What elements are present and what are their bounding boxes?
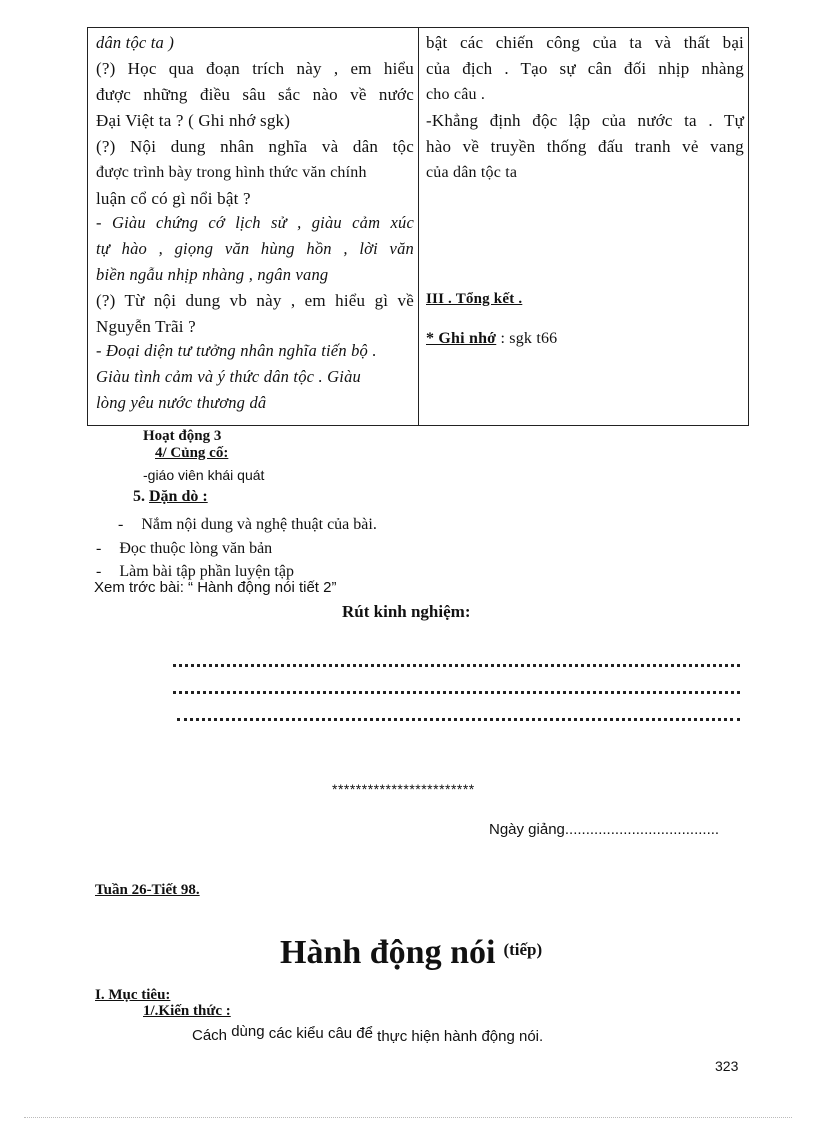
teaching-date: Ngày giảng..................................... bbox=[489, 821, 720, 838]
knowledge-heading: 1/.Kiến thức : bbox=[143, 1003, 231, 1019]
homework-title: Dặn dò : bbox=[149, 488, 208, 505]
activity-heading: Hoạt động 3 bbox=[143, 428, 222, 444]
bullet-2: - bbox=[96, 540, 102, 557]
note-line-2 bbox=[173, 691, 740, 694]
right-line-4: -Khẳng định độc lập của nước ta . Tự bbox=[426, 111, 744, 130]
homework-item-2 bbox=[96, 540, 272, 558]
lesson-title bbox=[280, 934, 542, 972]
memo-label: * Ghi nhớ bbox=[426, 330, 497, 347]
lesson-title-main: Hành động nói bbox=[280, 934, 496, 971]
right-line-5: hào về truyền thống đấu tranh vẻ vang bbox=[426, 137, 744, 156]
week-period: Tuần 26-Tiết 98. bbox=[95, 882, 200, 898]
note-line-3 bbox=[177, 718, 740, 721]
left-line-4: Đại Việt ta ? ( Ghi nhớ sgk) bbox=[96, 111, 291, 130]
knowledge-item bbox=[192, 1023, 544, 1045]
homework-item-3-text: Làm bài tập phần luyện tập bbox=[119, 563, 294, 580]
page-footer-border bbox=[24, 1117, 792, 1118]
homework-heading bbox=[133, 488, 208, 506]
summary-heading: III . Tổng kết . bbox=[426, 291, 523, 307]
objectives-heading: I. Mục tiêu: bbox=[95, 987, 171, 1003]
lesson-table bbox=[87, 27, 749, 426]
right-line-6: của dân tộc ta bbox=[426, 164, 518, 181]
star-separator: ************************ bbox=[332, 781, 475, 797]
knowledge-word-4: thực hiện hành động nói. bbox=[377, 1028, 544, 1045]
experience-heading: Rút kinh nghiệm: bbox=[342, 602, 471, 621]
memo-text: : sgk t66 bbox=[496, 330, 558, 347]
knowledge-word-3: các kiểu câu để bbox=[268, 1025, 373, 1042]
left-line-7: luận cổ có gì nổi bật ? bbox=[96, 189, 251, 208]
homework-item-2-text: Đọc thuộc lòng văn bản bbox=[119, 540, 273, 557]
page-number: 323 bbox=[715, 1058, 739, 1074]
left-line-6: được trình bày trong hình thức văn chính bbox=[96, 164, 367, 181]
homework-number: 5. bbox=[133, 488, 149, 505]
preview-next-lesson: Xem trớc bài: “ Hành động nói tiết 2” bbox=[94, 579, 337, 596]
consolidate-item: -giáo viên khái quát bbox=[143, 467, 265, 483]
right-line-2: của địch . Tạo sự cân đối nhịp nhàng bbox=[426, 59, 744, 78]
bullet-3: - bbox=[96, 563, 102, 580]
homework-item-1-text: Nắm nội dung và nghệ thuật của bài. bbox=[141, 516, 377, 533]
knowledge-word-1: Cách bbox=[192, 1027, 228, 1044]
bullet-1: - bbox=[118, 516, 124, 533]
left-line-9: tự hào , giọng văn hùng hồn , lời văn bbox=[96, 239, 414, 258]
left-line-5: (?) Nội dung nhân nghĩa và dân tộc bbox=[96, 137, 414, 156]
column-divider bbox=[418, 28, 419, 425]
left-line-8: - Giàu chứng cớ lịch sử , giàu cảm xúc bbox=[96, 213, 414, 232]
left-line-1: dân tộc ta ) bbox=[96, 33, 175, 52]
left-line-13: - Đoại diện tư tưởng nhân nghĩa tiến bộ . bbox=[96, 341, 377, 360]
left-line-14: Giàu tình cảm và ý thức dân tộc . Giàu bbox=[96, 367, 361, 386]
left-line-11: (?) Từ nội dung vb này , em hiểu gì về bbox=[96, 291, 414, 310]
left-line-2: (?) Học qua đoạn trích này , em hiểu bbox=[96, 59, 414, 78]
memo-note bbox=[426, 326, 557, 352]
right-line-3: cho câu . bbox=[426, 86, 486, 103]
left-line-10: biền ngẫu nhịp nhàng , ngân vang bbox=[96, 265, 329, 284]
consolidate-heading: 4/ Củng cố: bbox=[155, 445, 229, 461]
left-line-12: Nguyễn Trãi ? bbox=[96, 317, 196, 336]
left-line-15: lòng yêu nước thương dâ bbox=[96, 393, 267, 412]
knowledge-word-2: dùng bbox=[231, 1023, 265, 1040]
homework-item-1 bbox=[118, 516, 377, 534]
lesson-title-suffix: (tiếp) bbox=[503, 940, 543, 959]
note-line-1 bbox=[173, 664, 740, 667]
left-line-3: được những điều sâu sắc nào về nước bbox=[96, 85, 414, 104]
right-line-1: bật các chiến công của ta và thất bại bbox=[426, 33, 744, 52]
